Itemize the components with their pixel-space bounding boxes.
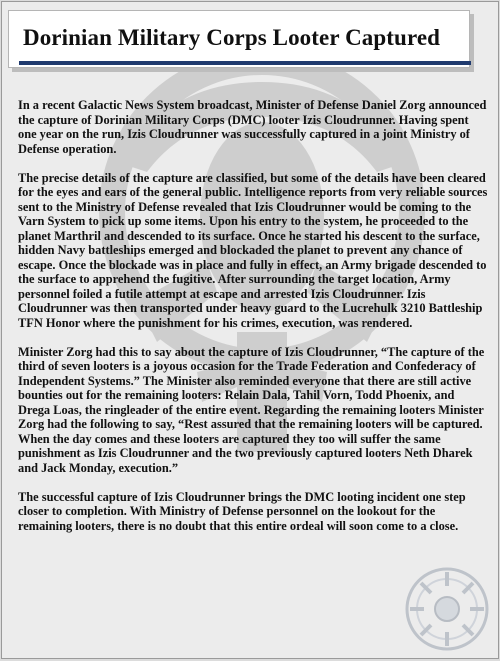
article-paragraph: Minister Zorg had this to say about the capture of Izis Cloudrunner, “The capture of the third of seven looters is a joyous occasion for the Trade Federation and Confederacy of Independent Systems.” The Minister also reminded everyone that there are still active bounties out for the remaining looters: Relain Dala, Tahil Vorn, Todd Phoenix, and Drega Loas, the ringleader of the entire event. Regarding the remaining looters Minister Zorg had the following to say, “Rest assured that the remaining looters will be captured. When the day comes and these looters are captured they too will suffer the same punishment as Izis Cloudrunner and the two previously captured looters Neth Dharek and Jack Monday, execution.”: [18, 344, 485, 475]
article-title: Dorinian Military Corps Looter Captured: [23, 25, 441, 50]
title-underline: [19, 61, 471, 65]
article-body: [18, 98, 488, 548]
article-paragraph: The precise details of the capture are classified, but some of the details have been cleared for the eyes and ears of the general public. Intelligence reports from very reliable sources sent to the Ministry of Defense revealed that Izis Cloudrunner would be coming to the Varn System to pick up some items. Upon his entry to the system, he proceeded to the planet Marthril and descended to its surface. Once he started his descent to the surface, hidden Navy battleships emerged and blockaded the planet to prevent any chance of escape. Once the blockade was in place and fully in effect, an Army brigade descended to the surface to apprehend the fugitive. After surrounding the target location, Army personnel foiled a futile attempt at escape and arrested Izis Cloudrunner. Izis Cloudrunner was then transported under heavy guard to the Lucrehulk 3210 Battleship TFN Honor where the punishment for his crimes, execution, was rendered.: [18, 170, 488, 330]
article-paragraph: In a recent Galactic News System broadcast, Minister of Defense Daniel Zorg announced the capture of Dorinian Military Corps (DMC) looter Izis Cloudrunner. Having spent one year on the run, Izis Cloudrunner was successfully captured in a joint Ministry of Defense operation.: [18, 98, 487, 156]
title-banner: [8, 10, 470, 68]
article-paragraph: The successful capture of Izis Cloudrunner brings the DMC looting incident one step closer to completion. With Ministry of Defense personnel on the lookout for the remaining looters, there is no doubt that this entire ordeal will soon come to a close.: [18, 489, 466, 533]
article-page: [1, 1, 499, 659]
trade-federation-emblem-icon: [402, 564, 492, 654]
